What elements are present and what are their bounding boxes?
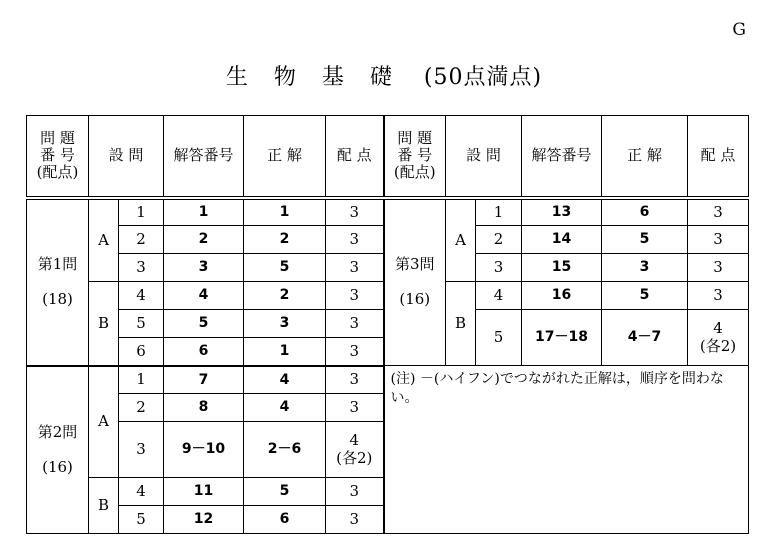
header-setsumon: 設 問 — [446, 116, 522, 198]
header-correct: 正 解 — [602, 116, 688, 198]
item-no: 2 — [476, 226, 522, 254]
header-line: (配点) — [393, 163, 436, 182]
item-no: 5 — [476, 310, 522, 366]
points: 3 — [688, 226, 749, 254]
answer-no: 11 — [164, 478, 244, 506]
question-points: (16) — [42, 457, 73, 476]
correct-answer: 4－7 — [602, 310, 688, 366]
item-no: 4 — [119, 282, 164, 310]
title-text: 生物基礎 — [225, 65, 418, 90]
item-no: 3 — [119, 422, 164, 478]
correct-answer: 2 — [244, 226, 326, 254]
group-label: B — [446, 282, 476, 366]
answer-no: 13 — [522, 198, 602, 226]
answer-no: 12 — [164, 506, 244, 534]
answer-no: 15 — [522, 254, 602, 282]
answer-no: 7 — [164, 366, 244, 394]
header-correct: 正 解 — [244, 116, 326, 198]
points: 3 — [326, 478, 384, 506]
item-no: 4 — [119, 478, 164, 506]
answer-no: 14 — [522, 226, 602, 254]
header-setsumon: 設 問 — [89, 116, 164, 198]
header-points: 配 点 — [326, 116, 384, 198]
question-label: 第2問 — [37, 422, 78, 441]
points-note: (各2) — [699, 336, 737, 355]
correct-answer: 5 — [244, 478, 326, 506]
answer-no: 17－18 — [522, 310, 602, 366]
item-no: 2 — [119, 226, 164, 254]
item-no: 5 — [119, 506, 164, 534]
points: 4 — [349, 431, 360, 450]
points-split — [326, 422, 384, 478]
correct-answer: 1 — [244, 198, 326, 226]
header-line: 問 題 — [40, 128, 75, 147]
header-answer-no: 解答番号 — [164, 116, 244, 198]
group-label: A — [89, 366, 119, 478]
points: 3 — [326, 366, 384, 394]
correct-answer: 5 — [244, 254, 326, 282]
item-no: 2 — [119, 394, 164, 422]
answer-no: 9－10 — [164, 422, 244, 478]
answer-key-table — [26, 115, 749, 534]
header-question-no — [27, 116, 89, 198]
header-points: 配 点 — [688, 116, 749, 198]
page-title — [0, 60, 768, 91]
points: 3 — [326, 338, 384, 366]
item-no: 3 — [476, 254, 522, 282]
item-no: 5 — [119, 310, 164, 338]
correct-answer: 3 — [602, 254, 688, 282]
table-row — [27, 366, 749, 394]
header-line: 番 号 — [397, 146, 433, 165]
correct-answer: 6 — [602, 198, 688, 226]
points: 3 — [688, 254, 749, 282]
item-no: 6 — [119, 338, 164, 366]
correct-answer: 6 — [244, 506, 326, 534]
note-cell: (注) －(ハイフン)でつながれた正解は，順序を問わない。 — [384, 366, 749, 534]
correct-answer: 2 — [244, 282, 326, 310]
answer-no: 16 — [522, 282, 602, 310]
points-split — [688, 310, 749, 366]
correct-answer: 3 — [244, 310, 326, 338]
question-1-cell — [27, 198, 89, 366]
table-row — [27, 198, 749, 226]
points: 3 — [326, 282, 384, 310]
points: 3 — [688, 282, 749, 310]
item-no: 1 — [476, 198, 522, 226]
question-points: (16) — [399, 290, 431, 309]
points: 3 — [326, 226, 384, 254]
answer-no: 6 — [164, 338, 244, 366]
header-answer-no: 解答番号 — [522, 116, 602, 198]
question-label: 第1問 — [37, 254, 78, 273]
question-label: 第3問 — [394, 255, 435, 273]
points: 3 — [326, 506, 384, 534]
title-score: (50点満点) — [423, 65, 543, 90]
answer-no: 8 — [164, 394, 244, 422]
item-no: 1 — [119, 198, 164, 226]
header-line: (配点) — [36, 163, 79, 182]
question-2-cell — [27, 366, 89, 534]
correct-answer: 5 — [602, 226, 688, 254]
points: 3 — [688, 198, 749, 226]
item-no: 4 — [476, 282, 522, 310]
question-points: (18) — [42, 290, 73, 308]
header-question-no — [384, 116, 446, 198]
item-no: 1 — [119, 366, 164, 394]
points-note: (各2) — [336, 448, 373, 467]
correct-answer: 2－6 — [244, 422, 326, 478]
correct-answer: 4 — [244, 394, 326, 422]
correct-answer: 4 — [244, 366, 326, 394]
points: 3 — [326, 254, 384, 282]
points: 3 — [326, 310, 384, 338]
header-row — [27, 116, 749, 198]
group-label: B — [89, 282, 119, 366]
answer-no: 3 — [164, 254, 244, 282]
question-3-cell — [384, 198, 446, 366]
header-line: 番 号 — [40, 146, 75, 165]
points: 3 — [326, 198, 384, 226]
points: 3 — [326, 394, 384, 422]
answer-no: 2 — [164, 226, 244, 254]
answer-no: 4 — [164, 282, 244, 310]
correct-answer: 5 — [602, 282, 688, 310]
correct-answer: 1 — [244, 338, 326, 366]
group-label: B — [89, 478, 119, 534]
page-corner-label: G — [732, 20, 746, 40]
answer-no: 5 — [164, 310, 244, 338]
header-line: 問 題 — [397, 128, 433, 147]
answer-no: 1 — [164, 198, 244, 226]
group-label: A — [446, 198, 476, 282]
item-no: 3 — [119, 254, 164, 282]
group-label: A — [89, 198, 119, 282]
points: 4 — [713, 319, 723, 338]
